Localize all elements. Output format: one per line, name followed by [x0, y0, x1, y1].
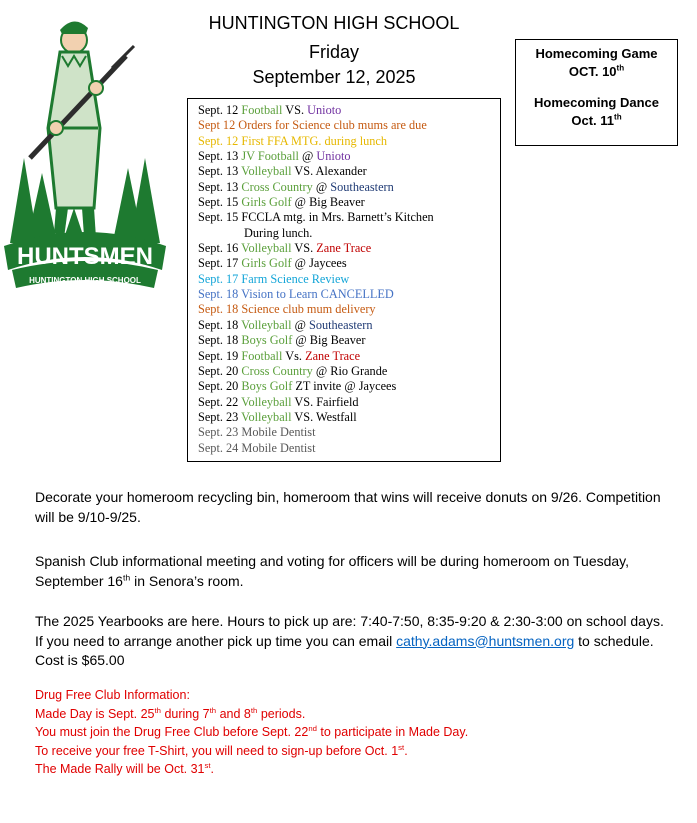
schedule-segment: Sept. 20 — [198, 363, 242, 378]
schedule-segment: Sept. 18 Vision to Learn CANCELLED — [198, 287, 394, 302]
recycling-announcement: Decorate your homeroom recycling bin, homeroom that wins will receive donuts on 9/26. Competition will be 9/10-9/25. — [35, 489, 661, 525]
schedule-segment: Volleyball — [241, 394, 292, 409]
schedule-segment: Sept. 17 Farm Science Review — [198, 271, 350, 286]
schedule-row — [198, 149, 500, 164]
yearbook-email-link[interactable]: cathy.adams@huntsmen.org — [396, 632, 575, 649]
schedule-row — [198, 395, 500, 410]
schedule-segment: Southeastern — [308, 317, 373, 332]
schedule-segment: Volleyball — [241, 164, 292, 179]
schedule-segment: Zane Trace — [305, 348, 361, 363]
homecoming-dance-date: Oct. 11th — [571, 112, 622, 128]
schedule-row — [198, 226, 500, 241]
school-name: HUNTINGTON HIGH SCHOOL — [208, 13, 460, 33]
schedule-row — [198, 118, 500, 133]
schedule-segment: Sept. 18 — [198, 317, 242, 332]
schedule-segment: @ — [312, 179, 331, 194]
schedule-segment: VS. Fairfield — [291, 394, 359, 409]
schedule-segment: Volleyball — [241, 409, 292, 424]
drug-free-line-4: The Made Rally will be Oct. 31st. — [35, 760, 215, 776]
schedule-segment: Volleyball — [241, 317, 292, 332]
schedule-row — [198, 164, 500, 179]
schedule-segment: VS. — [291, 241, 317, 256]
schedule-row — [198, 349, 500, 364]
schedule-row — [198, 210, 500, 225]
schedule-row — [198, 318, 500, 333]
schedule-segment: JV Football — [241, 149, 299, 164]
schedule-segment: VS. Westfall — [291, 409, 357, 424]
schedule-segment: ZT invite @ Jaycees — [292, 379, 397, 394]
schedule-segment: Girls Golf — [241, 195, 292, 210]
schedule-row — [198, 333, 500, 348]
schedule-segment: Sept. 17 — [198, 256, 242, 271]
schedule-segment: Sept. 13 — [198, 164, 242, 179]
schedule-segment: Sept. 12 — [198, 103, 242, 117]
schedule-segment: @ — [298, 149, 317, 164]
bulletin-date: September 12, 2025 — [252, 67, 416, 87]
huntsmen-logo — [2, 8, 168, 298]
schedule-row — [198, 103, 500, 118]
schedule-segment: Sept. 16 — [198, 241, 242, 256]
schedule-segment: Sept. 23 — [198, 409, 242, 424]
schedule-row — [198, 425, 500, 440]
schedule-segment: @ Big Beaver — [292, 333, 366, 348]
schedule-segment: Sept. 19 — [198, 348, 242, 363]
schedule-row — [198, 302, 500, 317]
schedule-segment: VS. Alexander — [291, 164, 367, 179]
schedule-segment: Sept. 22 — [198, 394, 242, 409]
schedule-segment: @ Big Beaver — [291, 195, 365, 210]
yearbook-announcement: The 2025 Yearbooks are here. Hours to pick up are: 7:40-7:50, 8:35-9:20 & 2:30-3:00 on school days. If you need to arrange another pick up time you can email cathy.adams@huntsmen.org to schedule. Cost is $65.00 — [35, 613, 664, 668]
schedule-segment: @ Rio Grande — [312, 363, 388, 378]
schedule-segment: @ Jaycees — [291, 256, 347, 271]
schedule-segment: Unioto — [316, 149, 351, 164]
schedule-row — [198, 195, 500, 210]
schedule-row — [198, 410, 500, 425]
schedule-segment: VS. — [282, 103, 308, 117]
schedule-segment: Sept. 24 Mobile Dentist — [198, 440, 316, 455]
schedule-segment: Boys Golf — [241, 379, 293, 394]
schedule-segment: Football — [241, 348, 283, 363]
schedule-segment: Sept. 23 Mobile Dentist — [198, 425, 316, 440]
drug-free-line-2: You must join the Drug Free Club before Sept. 22nd to participate in Made Day. — [35, 723, 469, 739]
drug-free-line-1: Made Day is Sept. 25th during 7th and 8th periods. — [35, 705, 306, 721]
schedule-row — [198, 287, 500, 302]
schedule-segment: During lunch. — [244, 225, 313, 240]
schedule-row — [198, 364, 500, 379]
logo-subtitle: HUNTINGTON HIGH SCHOOL — [29, 276, 141, 285]
drug-free-title: Drug Free Club Information: — [35, 688, 190, 702]
schedule-row — [198, 379, 500, 394]
schedule-row — [198, 256, 500, 271]
schedule-segment: Sept. 13 — [198, 149, 242, 164]
schedule-segment: Sept. 20 — [198, 379, 242, 394]
schedule-segment: Zane Trace — [316, 241, 372, 256]
schedule-segment: Girls Golf — [241, 256, 292, 271]
drug-free-club-info — [35, 686, 675, 779]
schedule-segment: Cross Country — [241, 363, 313, 378]
schedule-segment: Cross Country — [241, 179, 313, 194]
events-schedule — [187, 98, 501, 462]
schedule-segment: Boys Golf — [241, 333, 293, 348]
schedule-segment: @ — [291, 317, 309, 332]
schedule-row — [198, 272, 500, 287]
spanish-club-announcement: Spanish Club informational meeting and voting for officers will be during homeroom on Tuesday, September 16th in Senora’s room. — [35, 553, 630, 589]
homecoming-game-label: Homecoming Game — [535, 46, 658, 61]
schedule-segment: Sept. 18 Science club mum delivery — [198, 302, 376, 317]
schedule-segment: Southeastern — [330, 179, 394, 194]
drug-free-line-3: To receive your free T-Shirt, you will need to sign-up before Oct. 1st. — [35, 742, 408, 758]
homecoming-box — [515, 39, 678, 146]
day-of-week: Friday — [308, 42, 359, 62]
schedule-segment: Sept 12 Orders for Science club mums are due — [198, 118, 427, 133]
schedule-segment: Sept. 13 — [198, 179, 242, 194]
schedule-segment: Sept. 12 First FFA MTG. during lunch — [198, 133, 388, 148]
schedule-segment: Vs. — [282, 348, 306, 363]
homecoming-dance-label: Homecoming Dance — [534, 95, 659, 110]
schedule-row — [198, 134, 500, 149]
schedule-segment: Volleyball — [241, 241, 292, 256]
schedule-segment: Sept. 18 — [198, 333, 242, 348]
schedule-row — [198, 441, 500, 456]
homecoming-game-date: OCT. 10th — [568, 63, 625, 79]
logo-word: HUNTSMEN — [17, 243, 153, 270]
schedule-segment: Sept. 15 — [198, 195, 242, 210]
schedule-row — [198, 241, 500, 256]
schedule-segment: Sept. 15 FCCLA mtg. in Mrs. Barnett’s Kitchen — [198, 210, 434, 225]
schedule-row — [198, 180, 500, 195]
schedule-segment: Football — [241, 103, 283, 117]
schedule-segment: Unioto — [307, 103, 342, 117]
